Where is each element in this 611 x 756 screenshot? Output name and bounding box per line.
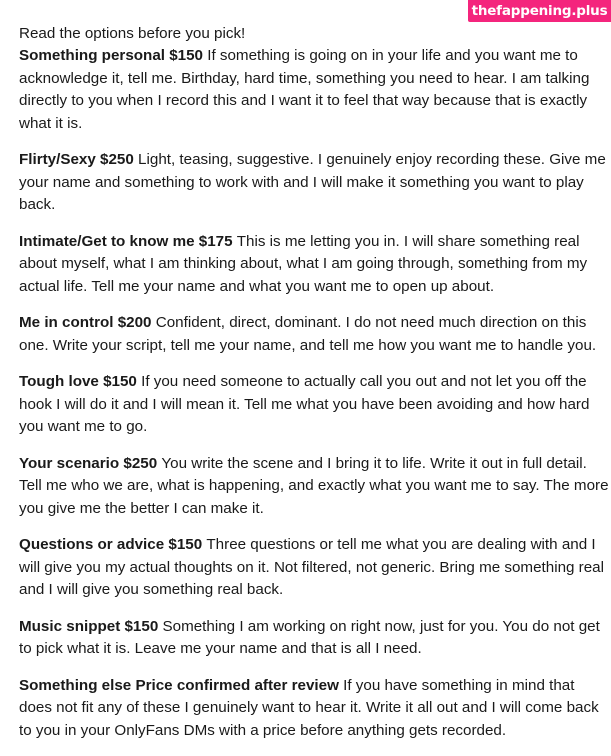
price-list-document [19, 23, 609, 756]
option-title: Music snippet $150 [19, 617, 163, 635]
option-intimate [19, 231, 609, 299]
option-body: Something I am working on right now, just for you. You do not get to pick what it is. Leave me your name and that is all I need. [19, 617, 600, 657]
watermark: thefappening.plus [468, 0, 611, 22]
option-flirty-sexy [19, 149, 609, 217]
option-title: Your scenario $250 [19, 454, 162, 472]
option-body: If you need someone to actually call you out and not let you off the hook I will do it and I will mean it. Tell me what you have been avoiding and how hard you want me to go. [19, 373, 590, 435]
option-music-snippet [19, 616, 609, 661]
option-title: Flirty/Sexy $250 [19, 151, 139, 168]
option-title: Tough love $150 [19, 373, 142, 390]
option-body: If something is going on in your life and you want me to acknowledge it, tell me. Birthday, hard time, something you need to hear. I am talking directly to you when I record this and I want it to feel that way because that is exactly what it is. [19, 47, 590, 132]
option-body: Confident, direct, dominant. I do not need much direction on this one. Write your script, tell me your name, and tell me how you want me to handle you. [19, 314, 597, 354]
option-title: Me in control $200 [19, 314, 156, 331]
intro-text: Read the options before you pick! [19, 25, 246, 42]
option-body: This is me letting you in. I will share something real about myself, what I am thinking about, what I am going through, something from my actual life. Tell me your name and what you want me to open up about. [19, 232, 588, 295]
option-body: You write the scene and I bring it to life. Write it out in full detail. Tell me who we are, what is happening, and exactly what you want me to say. The more you give me the better I can make it. [19, 454, 609, 517]
option-body: Three questions or tell me what you are dealing with and I will give you my actual thoughts on it. Not filtered, not generic. Bring me something real and I will give you something real back. [19, 536, 605, 598]
option-something-else [19, 675, 609, 743]
option-your-scenario [19, 453, 609, 521]
option-title: Something personal $150 [19, 47, 208, 64]
option-tough-love [19, 371, 609, 439]
option-body: Light, teasing, suggestive. I genuinely enjoy recording these. Give me your name and something to work with and I will make it something you want to play back. [19, 151, 606, 213]
option-title: Intimate/Get to know me $175 [19, 232, 237, 250]
option-body: If you have something in mind that does not fit any of these I genuinely want to hear it. Write it all out and I will come back to you in your OnlyFans DMs with a price before anything gets recorded. [19, 676, 599, 739]
option-title: Questions or advice $150 [19, 536, 207, 553]
option-questions-advice [19, 534, 609, 602]
option-title: Something else Price confirmed after review [19, 676, 344, 694]
option-something-personal [19, 45, 609, 135]
option-me-in-control [19, 312, 609, 357]
